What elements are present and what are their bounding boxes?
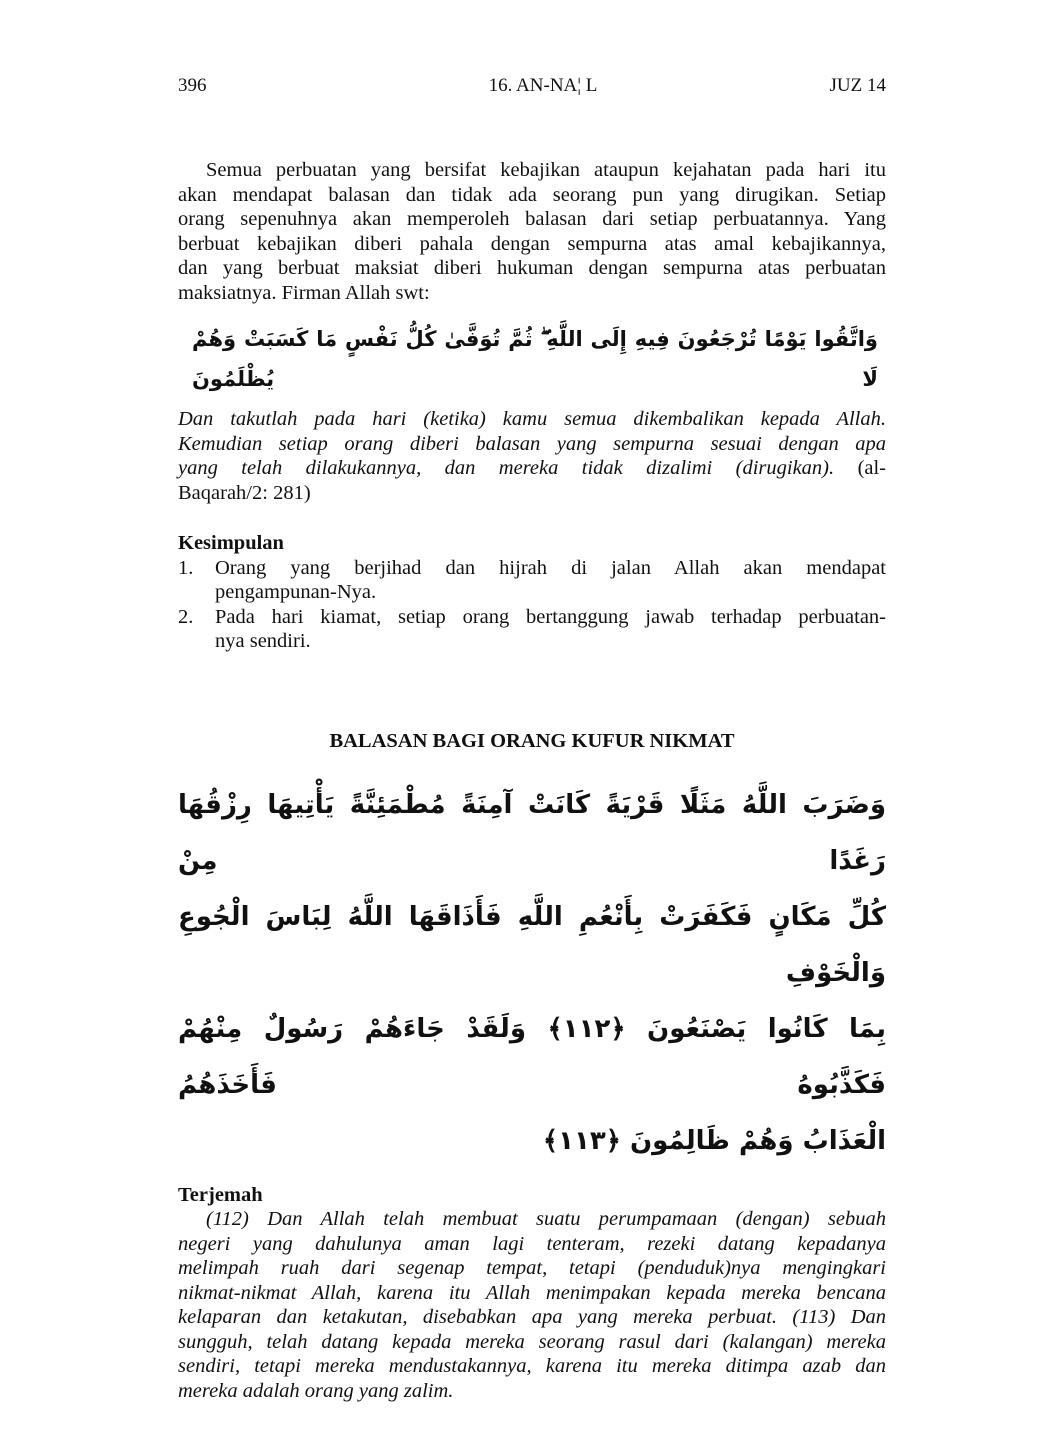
reference-start: (al-	[857, 457, 887, 479]
text-line: mereka adalah orang yang zalim.	[178, 1379, 454, 1402]
verse1-translation	[178, 407, 886, 505]
list-number: 1.	[178, 556, 194, 579]
text-line: orang sepenuhnya akan memperoleh balasan dari setiap perbuatannya. Yang	[178, 208, 886, 230]
arabic-line: بِمَا كَانُوا يَصْنَعُونَ ﴿١١٢﴾ وَلَقَدْ جَاءَهُمْ رَسُولٌ مِنْهُمْ فَكَذَّبُوهُ فَأَخَذَهُمُ	[178, 1013, 887, 1100]
text-line: (112) Dan Allah telah membuat suatu perumpamaan (dengan) sebuah	[206, 1208, 886, 1230]
translation-section	[178, 1183, 886, 1404]
text-line: Kemudian setiap orang diberi balasan yang sempurna sesuai dengan apa	[178, 432, 886, 455]
text-line: yang telah dilakukannya, dan mereka tidak dizalimi (dirugikan).	[178, 457, 835, 479]
page-header	[178, 74, 886, 98]
list-item-line: pengampunan-Nya.	[215, 581, 377, 603]
list-item-line: Pada hari kiamat, setiap orang bertanggung jawab terhadap perbuatan-	[215, 605, 886, 628]
text-line: sungguh, telah datang kepada mereka seorang rasul dari (kalangan) mereka	[178, 1330, 886, 1353]
text-line: melimpah ruah dari segenap tempat, tetapi (penduduk)nya mengingkari	[178, 1257, 886, 1279]
arabic-verse-baqarah-281: وَاتَّقُوا يَوْمًا تُرْجَعُونَ فِيهِ إِلَى اللَّهِ ۖ ثُمَّ تُوَفَّىٰ كُلُّ نَفْسٍ مَا كَسَبَتْ وَهُمْ لَا يُظْلَمُونَ	[192, 327, 878, 391]
text-line: kelaparan dan ketakutan, disebabkan apa yang mereka perbuat. (113) Dan	[178, 1306, 886, 1328]
surah-title: 16. AN-NA¦ L	[488, 75, 598, 96]
text-line: Semua perbuatan yang bersifat kebajikan ataupun kejahatan pada hari itu	[206, 159, 886, 181]
list-number: 2.	[178, 605, 194, 628]
text-line: sendiri, tetapi mereka mendustakannya, karena itu mereka ditimpa azab dan	[178, 1355, 886, 1377]
text-line-with-reference	[178, 456, 886, 481]
page-number: 396	[178, 75, 207, 96]
paragraph-intro	[178, 158, 886, 305]
arabic-line: الْعَذَابُ وَهُمْ ظَالِمُونَ ﴿١١٣﴾	[542, 1125, 886, 1156]
list-item	[178, 605, 886, 654]
text-line: dan yang berbuat maksiat diberi hukuman dengan sempurna atas perbuatan	[178, 257, 886, 279]
text-line: akan mendapat balasan dan tidak ada seorang pun yang dirugikan. Setiap	[178, 183, 886, 206]
list-item-line: Orang yang berjihad dan hijrah di jalan Allah akan mendapat	[215, 556, 886, 579]
text-line: nikmat-nikmat Allah, karena itu Allah menimpakan kepada mereka bencana	[178, 1281, 886, 1304]
text-line: negeri yang dahulunya aman lagi tenteram, rezeki datang kepadanya	[178, 1232, 886, 1255]
section-title: BALASAN BAGI ORANG KUFUR NIKMAT	[329, 729, 735, 752]
juz-label: JUZ 14	[829, 75, 886, 96]
conclusion-title: Kesimpulan	[178, 532, 284, 554]
arabic-line: وَضَرَبَ اللَّهُ مَثَلًا قَرْيَةً كَانَتْ آمِنَةً مُطْمَئِنَّةً يَأْتِيهَا رِزْقُهَا رَغَدًا مِنْ	[178, 789, 886, 876]
text-line: Baqarah/2: 281)	[178, 481, 311, 504]
list-item	[178, 556, 886, 605]
list-item-line: nya sendiri.	[215, 630, 311, 652]
translation-title: Terjemah	[178, 1183, 263, 1206]
text-line: Dan takutlah pada hari (ketika) kamu semua dikembalikan kepada Allah.	[178, 408, 886, 430]
arabic-verse-nahl-112-113	[178, 777, 886, 1169]
text-line: maksiatnya. Firman Allah swt:	[178, 281, 430, 304]
arabic-line: كُلِّ مَكَانٍ فَكَفَرَتْ بِأَنْعُمِ اللَّهِ فَأَذَاقَهَا اللَّهُ لِبَاسَ الْجُوعِ وَالْخَوْفِ	[178, 901, 886, 988]
text-line: berbuat kebajikan diberi pahala dengan sempurna atas amal kebajikannya,	[178, 232, 886, 255]
conclusion-section	[178, 531, 886, 654]
